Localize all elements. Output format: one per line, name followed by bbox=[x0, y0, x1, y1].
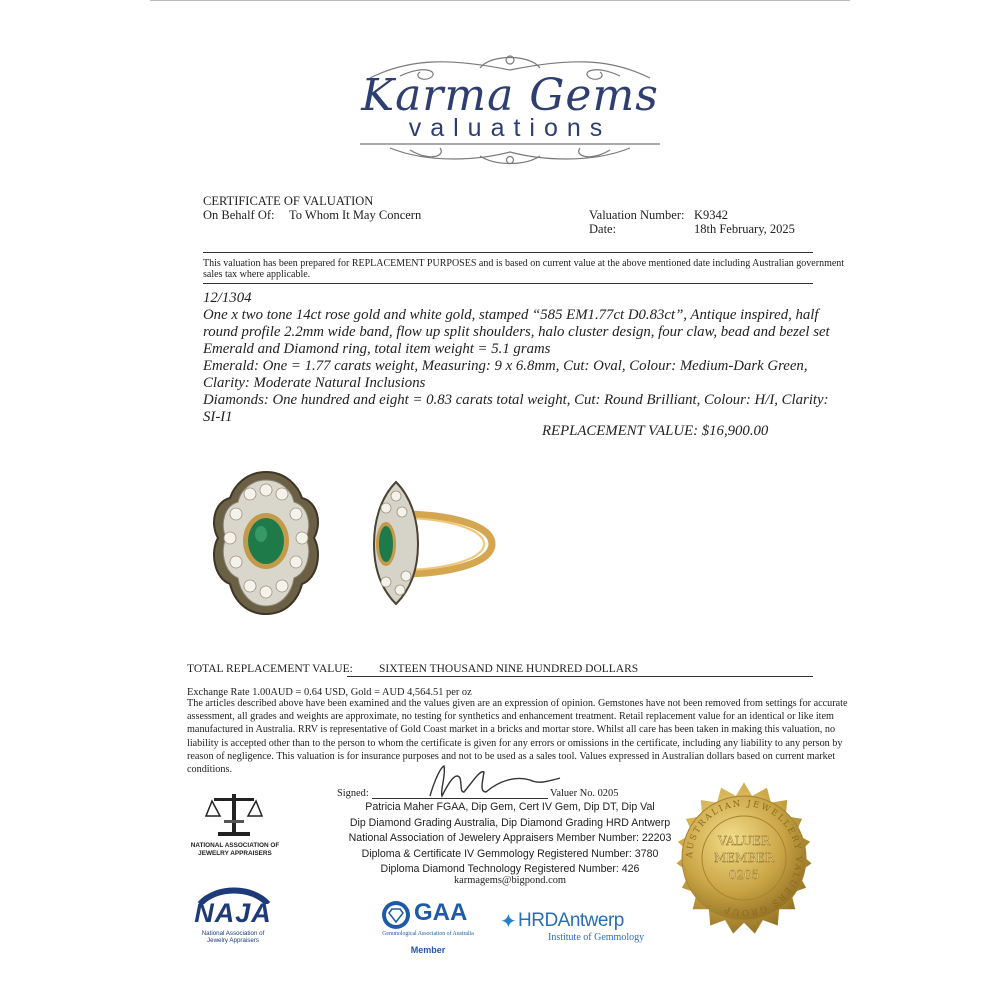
replacement-value: REPLACEMENT VALUE: $16,900.00 bbox=[542, 423, 769, 439]
valuer-number: Valuer No. 0205 bbox=[550, 788, 619, 799]
page-top-edge bbox=[150, 0, 850, 1]
naja-caption-line: NATIONAL ASSOCIATION OF bbox=[190, 842, 280, 849]
legal-line: assessment, all grades and weights are approximate, no testing for synthetics and enhancement treatment. Retail replacement value for an identical or like item bbox=[187, 711, 834, 723]
item-line: round profile 2.2mm wide band, flow up split shoulders, halo cluster design, four claw, bead and bezel set bbox=[203, 324, 830, 340]
valuer-member-gold-seal bbox=[668, 782, 820, 934]
emerald-line: Clarity: Moderate Natural Inclusions bbox=[203, 375, 426, 391]
logo-subtitle: valuations bbox=[408, 114, 612, 142]
exchange-rate: Exchange Rate 1.00AUD = 0.64 USD, Gold = AUD 4,564.51 per oz bbox=[187, 687, 472, 698]
date-label: Date: bbox=[589, 222, 617, 236]
behalf-label: On Behalf Of: bbox=[203, 208, 275, 222]
legal-line: The articles described above have been examined and the values given are an expression of opinion. Gemstones have not been removed from settings for accurate bbox=[187, 698, 848, 709]
scales-of-justice-icon bbox=[204, 790, 264, 840]
divider-top bbox=[203, 252, 813, 253]
gaa-subtitle: Gemmological Association of Australia bbox=[382, 931, 474, 937]
valuation-number-value: K9342 bbox=[694, 208, 729, 222]
naja-association-caption bbox=[190, 842, 280, 857]
total-value: SIXTEEN THOUSAND NINE HUNDRED DOLLARS bbox=[347, 662, 813, 677]
gaa-gem-icon bbox=[380, 899, 412, 931]
naja-subtitle-line: National Association of bbox=[201, 930, 265, 937]
behalf-value: To Whom It May Concern bbox=[289, 208, 422, 222]
legal-line: manufactured in Australia. RRV is representative of Gold Coast market in a bricks and mortar store. Whilst all care has been taken in making this valuation, no bbox=[187, 724, 836, 736]
item-line: One x two tone 14ct rose gold and white gold, stamped “585 EM1.77ct D0.83ct”, Antique inspired, half bbox=[203, 307, 819, 323]
valuation-number-label: Valuation Number: bbox=[589, 208, 685, 222]
diamonds-line: Diamonds: One hundred and eight = 0.83 carats total weight, Cut: Round Brilliant, Colour: H/I, Clarity: bbox=[203, 392, 829, 408]
ring-side-photo bbox=[356, 478, 502, 608]
seal-center-line: MEMBER bbox=[714, 851, 774, 865]
purpose-note-line-2: sales tax where applicable. bbox=[203, 269, 311, 280]
seal-center-line: VALUER bbox=[718, 834, 770, 848]
item-line: Emerald and Diamond ring, total item weight = 5.1 grams bbox=[203, 341, 551, 357]
total-label: TOTAL REPLACEMENT VALUE: bbox=[187, 663, 353, 675]
credential-line: Diploma & Certificate IV Gemmology Registered Number: 3780 bbox=[361, 847, 659, 860]
purpose-note-line-1: This valuation has been prepared for REPLACEMENT PURPOSES and is based on current value at the above mentioned date including Australian government bbox=[203, 258, 845, 269]
cert-title: CERTIFICATE OF VALUATION bbox=[203, 194, 374, 208]
divider-bottom bbox=[203, 283, 813, 284]
emerald-line: Emerald: One = 1.77 carats weight, Measuring: 9 x 6.8mm, Cut: Oval, Colour: Medium-Dark Green, bbox=[203, 358, 808, 374]
date-value: 18th February, 2025 bbox=[694, 222, 795, 236]
gaa-logo-text: GAA bbox=[414, 899, 468, 926]
legal-line: conditions. bbox=[187, 764, 232, 776]
legal-line: liability is accepted other than to the person to whom the certificate is given for any errors or omissions in the certificate, including any liability to any person by bbox=[187, 737, 843, 749]
naja-logo-subtitle bbox=[193, 930, 273, 945]
credential-line: Dip Diamond Grading Australia, Dip Diamond Grading HRD Antwerp bbox=[349, 816, 671, 829]
credential-line: National Association of Jewelery Appraisers Member Number: 22203 bbox=[348, 832, 672, 845]
karma-gems-logo bbox=[330, 48, 690, 166]
contact-email: karmagems@bigpond.com bbox=[453, 875, 566, 886]
hrd-subtitle: Institute of Gemmology bbox=[548, 932, 645, 943]
naja-caption-line: JEWELRY APPRAISERS bbox=[198, 849, 272, 857]
ring-front-photo bbox=[206, 468, 326, 618]
seal-ring-text: AUSTRALIAN JEWELLERY VALUERS GROUP bbox=[684, 798, 804, 918]
legal-line: reason of negligence. This valuation is for insurance purposes and not to be used as a sales tool. Values expressed in Australian dollars based on current market bbox=[187, 750, 836, 762]
seal-center-line: 0205 bbox=[728, 868, 760, 882]
credential-line: Diploma Diamond Technology Registered Number: 426 bbox=[380, 863, 640, 876]
item-description bbox=[203, 307, 830, 426]
signed-label: Signed: bbox=[337, 788, 369, 799]
logo-script-text: Karma Gems bbox=[361, 70, 659, 121]
diamonds-line: SI-I1 bbox=[203, 409, 233, 425]
valuer-credentials bbox=[340, 800, 680, 878]
naja-logo-text: NAJA bbox=[194, 898, 272, 928]
hrd-star-icon: ✦ bbox=[500, 911, 517, 933]
naja-subtitle-line: Jewelry Appraisers bbox=[207, 937, 259, 945]
hrd-logo-text: HRDAntwerp bbox=[518, 910, 624, 931]
item-reference: 12/1304 bbox=[203, 290, 252, 306]
gaa-member-label: Member bbox=[410, 945, 446, 955]
credential-line: Patricia Maher FGAA, Dip Gem, Cert IV Gem, Dip DT, Dip Val bbox=[365, 801, 655, 813]
